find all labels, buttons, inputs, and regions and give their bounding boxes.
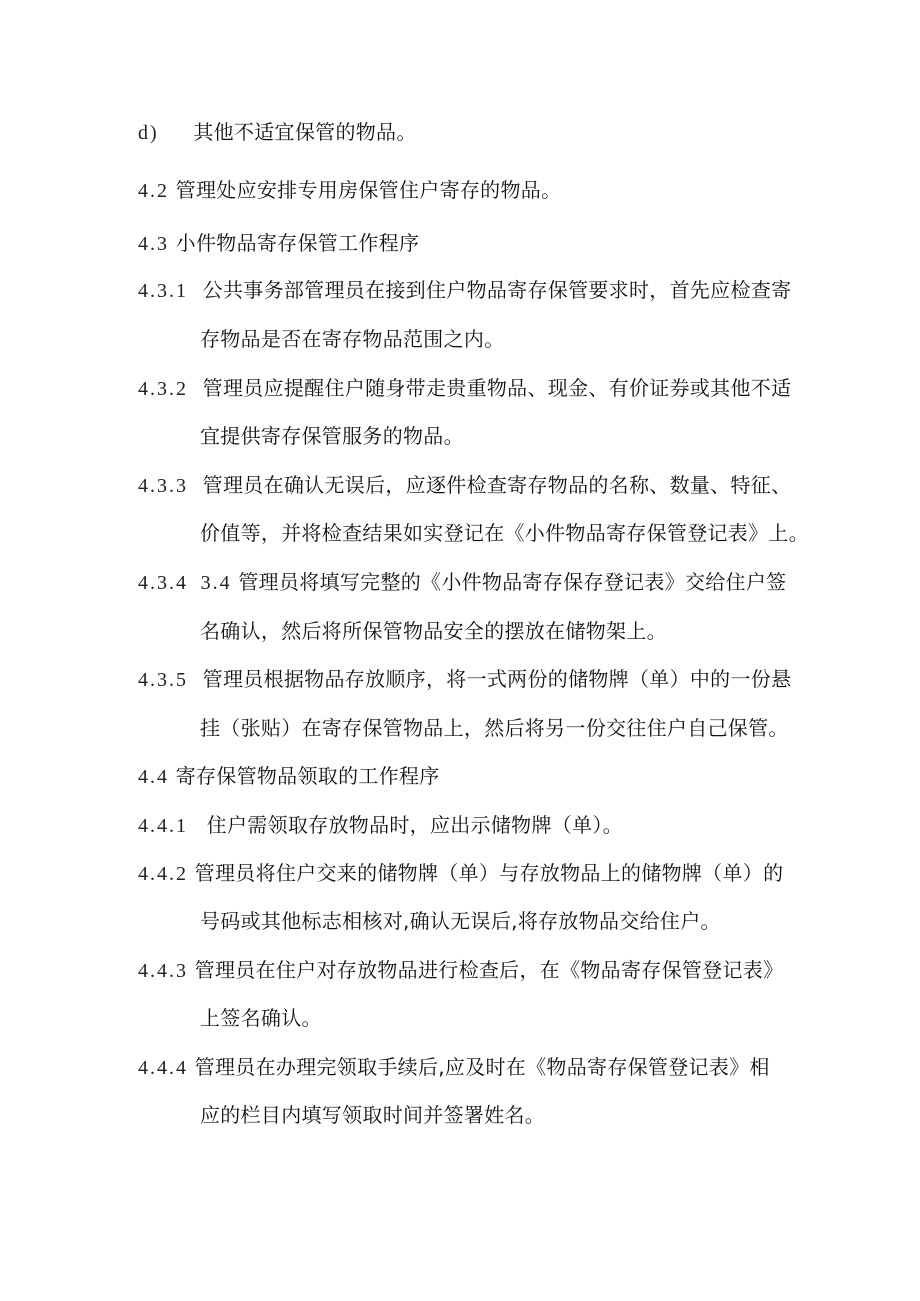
item-number: d) — [138, 122, 159, 144]
item-text: 存物品是否在寄存物品范围之内。 — [200, 327, 505, 351]
item-number: 4.3 — [138, 233, 169, 255]
item-text: 号码或其他标志相核对,确认无误后,将存放物品交给住户。 — [200, 909, 721, 933]
item-text: 管理员应提醒住户随身带走贵重物品、现金、有价证券或其他不适 — [202, 376, 792, 400]
item-text: 管理员在办理完领取手续后,应及时在《物品寄存保管登记表》相 — [194, 1055, 770, 1079]
list-item-continuation — [200, 519, 809, 547]
item-number: 4.3.1 — [138, 280, 188, 302]
list-item — [138, 568, 786, 597]
item-text: 其他不适宜保管的物品。 — [193, 120, 417, 144]
item-number: 4.4.2 — [138, 863, 188, 885]
list-item — [138, 956, 783, 985]
item-text: 价值等，并将检查结果如实登记在《小件物品寄存保管登记表》上。 — [200, 521, 809, 545]
list-item — [138, 1053, 770, 1082]
item-number: 4.4.1 — [138, 815, 188, 837]
list-item-continuation — [200, 1101, 545, 1129]
item-text: 管理员在确认无误后，应逐件检查寄存物品的名称、数量、特征、 — [202, 473, 792, 497]
item-text: 管理员在住户对存放物品进行检查后，在《物品寄存保管登记表》 — [194, 958, 784, 982]
list-item — [138, 811, 623, 840]
item-number: 4.4 — [138, 766, 169, 788]
list-item-continuation — [200, 422, 464, 450]
item-text: 管理员将住户交来的储物牌（单）与存放物品上的储物牌（单）的 — [194, 861, 784, 885]
list-item-continuation — [200, 907, 721, 935]
item-text: 上签名确认。 — [200, 1006, 322, 1030]
item-text: 宜提供寄存保管服务的物品。 — [200, 424, 464, 448]
list-item — [138, 176, 561, 205]
item-text: 挂（张贴）在寄存保管物品上，然后将另一份交往住户自己保管。 — [200, 716, 789, 740]
list-item — [138, 665, 791, 694]
section-heading — [138, 229, 419, 258]
item-number: 4.3.3 — [138, 475, 188, 497]
item-text: 管理处应安排专用房保管住户寄存的物品。 — [175, 178, 562, 202]
item-number: 4.3.5 — [138, 669, 188, 691]
list-item — [138, 276, 791, 305]
list-item-continuation — [200, 1004, 322, 1032]
item-text: 寄存保管物品领取的工作程序 — [175, 764, 440, 788]
list-item-continuation — [200, 714, 789, 742]
item-number: 4.4.4 — [138, 1057, 188, 1079]
item-text: 应的栏目内填写领取时间并签署姓名。 — [200, 1103, 546, 1127]
item-text: 管理员根据物品存放顺序，将一式两份的储物牌（单）中的一份悬 — [202, 667, 792, 691]
list-item — [138, 471, 791, 500]
list-item — [138, 118, 417, 147]
item-number: 4.4.3 — [138, 960, 188, 982]
list-item — [138, 859, 783, 888]
section-heading — [138, 762, 440, 791]
item-number: 4.3.4 — [138, 572, 188, 594]
item-text: 住户需领取存放物品时，应出示储物牌（单）。 — [206, 813, 623, 837]
list-item-continuation — [200, 617, 667, 645]
item-text: 公共事务部管理员在接到住户物品寄存保管要求时，首先应检查寄 — [202, 278, 792, 302]
item-subnumber: 3.4 — [200, 572, 232, 594]
item-text: 名确认，然后将所保管物品安全的摆放在储物架上。 — [200, 619, 667, 643]
item-text: 小件物品寄存保管工作程序 — [175, 231, 420, 255]
list-item — [138, 374, 791, 403]
item-number: 4.2 — [138, 180, 169, 202]
item-number: 4.3.2 — [138, 378, 188, 400]
list-item-continuation — [200, 325, 505, 353]
item-text: 管理员将填写完整的《小件物品寄存保存登记表》交给住户签 — [238, 570, 787, 594]
